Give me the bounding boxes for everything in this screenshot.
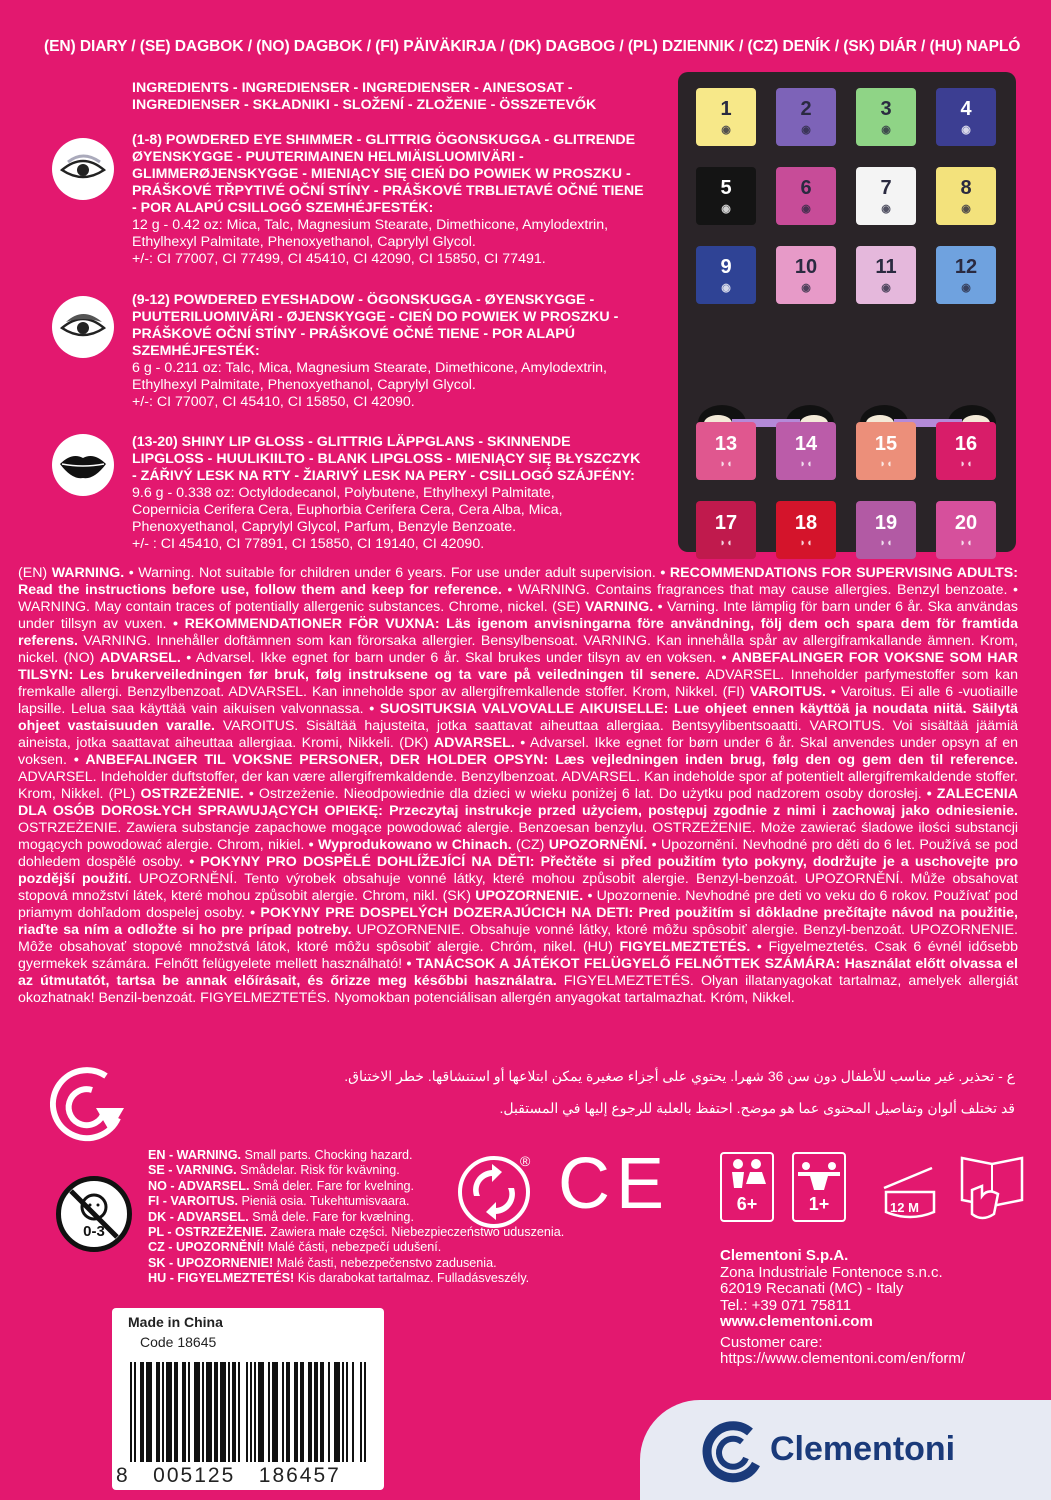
ce-mark: CE [558, 1144, 671, 1224]
eyeshadow-icon [52, 296, 114, 358]
small-parts-line: PL - OSTRZEŻENIE. Zawiera małe części. Niebezpieczeństwo uduszenia. [148, 1225, 565, 1240]
brand-logo-icon [700, 1416, 770, 1486]
eye-mark-icon: ◉ [721, 282, 731, 294]
swatch-6: 6 ◉ [776, 167, 836, 225]
small-parts-line: CZ - UPOZORNĚNÍ! Malé části, nebezpečí udušení. [148, 1240, 442, 1255]
small-parts-line: SE - VARNING. Smådelar. Risk för kvävning. [148, 1163, 400, 1178]
eye-mark-icon: ◉ [721, 203, 731, 215]
swatch-20: 20 ◗◖ [936, 501, 996, 559]
eye-mark-icon: ◉ [801, 282, 811, 294]
section-lip-gloss: (13-20) SHINY LIP GLOSS - GLITTRIG LÄPPGLANS - SKINNENDE LIPGLOSS - HUULIKIILTO - BLANK LIPGLOSS - MIENIĄCY SIĘ BŁYSZCZYK - ZÁŘIVÝ LESK NA RTY - ŽIARIVÝ LESK NA PERY - CSILLOGÓ SZÁJFÉNY: 9.6 g - 0.338 oz: Octyldodecanol, Polybutene, Ethylhexyl Palmitate, Copernicia Cerifera Cera, Euphorbia Cerifera Cera, Cera Alba, Mica, Phenoxyethanol, Caprylyl Glycol, Parfum, Benzyle Benzoate. +/- : CI 45410, CI 77891, CI 15850, CI 19140, CI 42090. [132, 434, 641, 552]
eye-mark-icon: ◉ [961, 282, 971, 294]
swatch-10: 10 ◉ [776, 246, 836, 304]
made-in-label: Made in China [128, 1314, 223, 1330]
header-languages: (EN) DIARY / (SE) DAGBOK / (NO) DAGBOK / (FI) PÄIVÄKIRJA / (DK) DAGBOG / (PL) DZIENNIK / (CZ) DENÍK / (SK) DIÁR / (HU) NAPLÓ [44, 38, 1021, 55]
small-parts-line: EN - WARNING. Small parts. Chocking hazard. [148, 1148, 413, 1162]
barcode [126, 1362, 378, 1462]
age-warning-badge [56, 1176, 132, 1252]
eye-shimmer-icon [52, 138, 114, 200]
small-parts-line: FI - VAROITUS. Pieniä osia. Tukehtumisvaara. [148, 1194, 410, 1209]
period-after-opening-icon: 12 M [880, 1162, 940, 1231]
small-parts-line: NO - ADVARSEL. Små deler. Fare for kvelning. [148, 1178, 414, 1193]
barcode-panel [112, 1308, 384, 1490]
swatch-14: 14 ◗◖ [776, 422, 836, 480]
section-eye-shimmer: (1-8) POWDERED EYE SHIMMER - GLITTRIG ÖGONSKUGGA - GLITRENDE ØYENSKYGGE - PUUTERIMAINEN HELMIÄISLUOMIVÄRI - GLIMMERØJENSKYGGE - MIENIĄCY SIĘ CIEŃ DO POWIEK W PROSZKU - PRÁŠKOVÉ TŘPYTIVÉ OČNÍ STÍNY - PRÁŠKOVÉ TRBLIETAVÉ OČNÉ TIENE - POR ALAPÚ CSILLOGÓ SZEMHÉJFESTÉK: 12 g - 0.42 oz: Mica, Talc, Magnesium Stearate, Dimethicone, Amylodextrin, Ethylhexyl Palmitate, Phenoxyethanol, Caprylyl Glycol. +/-: CI 77007, CI 77499, CI 45410, CI 42090, CI 15850, CI 77491. [132, 132, 644, 267]
brand-name: Clementoni [770, 1430, 956, 1468]
svg-text:®: ® [520, 1153, 531, 1169]
lips-mark-icon: ◗◖ [879, 536, 893, 549]
eye-mark-icon: ◉ [881, 203, 891, 215]
lips-mark-icon: ◗◖ [719, 536, 733, 549]
arabic-notice: قد تختلف ألوان وتفاصيل المحتوى عما هو موضح. احتفظ بالعلبة للرجوع إليها في المستقبل. [499, 1100, 1015, 1116]
ingredients-line: INGREDIENTS - INGREDIENSER - INGREDIENSER - AINESOSAT - [132, 80, 573, 96]
section-eyeshadow: (9-12) POWDERED EYESHADOW - ÖGONSKUGGA - ØYENSKYGGE - PUUTERILUOMIVÄRI - ØJENSKYGGE - CIEŃ DO POWIEK W PROSZKU - PRÁŠKOVÉ OČNÍ STÍNY - PRÁŠKOVÉ OČNÉ TIENE - POR ALAPÚ SZEMHÉJFESTÉK: 6 g - 0.211 oz: Talc, Mica, Magnesium Stearate, Dimethicone, Amylodextrin, Ethylhexyl Palmitate, Phenoxyethanol, Caprylyl Glycol. +/-: CI 77007, CI 45410, CI 15850, CI 42090. [132, 292, 619, 410]
swatch-5: 5 ◉ [696, 167, 756, 225]
swatch-11: 11 ◉ [856, 246, 916, 304]
swatch-4: 4 ◉ [936, 88, 996, 146]
eye-mark-icon: ◉ [961, 124, 971, 136]
lips-mark-icon: ◗◖ [799, 536, 813, 549]
eye-mark-icon: ◉ [961, 203, 971, 215]
swatch-7: 7 ◉ [856, 167, 916, 225]
swatch-1: 1 ◉ [696, 88, 756, 146]
swatch-15: 15 ◗◖ [856, 422, 916, 480]
swatch-3: 3 ◉ [856, 88, 916, 146]
eye-mark-icon: ◉ [881, 282, 891, 294]
brand-logo-panel [640, 1400, 1051, 1500]
age-warning-label: 0-3 [83, 1223, 105, 1240]
lips-mark-icon: ◗◖ [719, 457, 733, 470]
lips-icon [52, 434, 114, 496]
swatch-8: 8 ◉ [936, 167, 996, 225]
lips-mark-icon: ◗◖ [959, 457, 973, 470]
swatch-19: 19 ◗◖ [856, 501, 916, 559]
ingredients-heading [132, 80, 596, 114]
eye-mark-icon: ◉ [801, 124, 811, 136]
small-parts-line: DK - ADVARSEL. Små dele. Fare for kvælning. [148, 1209, 414, 1224]
swatch-13: 13 ◗◖ [696, 422, 756, 480]
lips-mark-icon: ◗◖ [799, 457, 813, 470]
ingredients-line: INGREDIENSER - SKŁADNIKI - SLOŽENÍ - ZLOŽENIE - ÖSSZETEVŐK [132, 97, 597, 113]
lips-mark-icon: ◗◖ [959, 536, 973, 549]
swatch-18: 18 ◗◖ [776, 501, 836, 559]
read-instructions-icon [958, 1150, 1028, 1229]
swatch-9: 9 ◉ [696, 246, 756, 304]
warnings-paragraph: (EN) WARNING. • Warning. Not suitable for children under 6 years. For use under adult supervision. • RECOMMENDATIONS FOR SUPERVISING ADULTS: Read the instructions before use, follow them and keep for reference. • WARNING. Contains fragrances that may cause allergies. Benzyl benzoate. • WARNING. May contain traces of potentially allergenic substances. Chrome, nickel. (SE) VARNING. • Varning. Inte lämplig för barn under 6 år. Ska användas under tillsyn av vuxen. • REKOMMENDATIONER FÖR VUXNA: Läs igenom anvisningarna före användning, följ dem och spara dem för framtida referens. VARNING. Innehåller doftämnen som kan förorsaka allergier. Bensylbensoat. VARNING. Kan innehålla spår av allergiframkallande ämnen. Krom, nickel. (NO) ADVARSEL. • Advarsel. Ikke egnet for barn under 6 år. Skal brukes under tilsyn av en voksen. • ANBEFALINGER FOR VOKSNE SOM HAR TILSYN: Les brukerveiledningen før bruk, følg instruksene og ta vare på veiledningen til senere. ADVARSEL. Inneholder parfymestoffer som kan fremkalle allergi. Benzylbenzoat. ADVARSEL. Kan inneholde spor av allergifremkallende stoffer. Krom, Nikkel. (FI) VAROITUS. • Varoitus. Ei alle 6 -vuotiaille lapsille. Lelua saa käyttää vain aikuisen valvonnassa. • SUOSITUKSIA VALVOVALLE AIKUISELLE: Lue ohjeet ennen käyttöä ja noudata niitä. Säilytä ohjeet vastaisuuden varalle. VAROITUS. Sisältää hajusteita, jotka saattavat aiheuttaa allergiaa. Bentsyylibentsoaatti. VAROITUS. Voi sisältää jäämiä aineista, jotka saattavat aiheuttaa allergiaa. Kromi, Nikkeli. (DK) ADVARSEL. • Advarsel. Ikke egnet for børn under 6 år. Skal anvendes under opsyn af en voksen. • ANBEFALINGER TIL VOKSNE PERSONER, DER HOLDER OPSYN: Læs vejledningen inden brug, følg den og gem den til reference. ADVARSEL. Indeholder duftstoffer, der kan være allergifremkaldende. Benzylbenzoat. ADVARSEL. Kan indeholde spor af potentielt allergifremkaldende stoffer. Krom, Nikkel. (PL) OSTRZEŻENIE. • Ostrzeżenie. Nieodpowiednie dla dzieci w wieku poniżej 6 lat. Do użytku pod nadzorem osoby dorosłej. • ZALECENIA DLA OSÓB DOROSŁYCH SPRAWUJĄCYCH OPIEKĘ: Przeczytaj instrukcje przed użyciem, postępuj zgodnie z nimi i zachowaj jako odniesienie. OSTRZEŻENIE. Zawiera substancje zapachowe mogące powodować alergie. Benzoesan benzylu. OSTRZEŻENIE. Może zawierać śladowe ilości substancji mogących powodować alergie. Chrom, nikiel. • Wyprodukowano w Chinach. (CZ) UPOZORNĚNÍ. • Upozornění. Nevhodné pro děti do 6 let. Používá se pod dohledem dospělé osoby. • POKYNY PRO DOSPĚLÉ DOHLÍŽEJÍCÍ NA DĚTI: Přečtěte si před použitím tyto pokyny, dodržujte je a uschovejte pro pozdější použití. UPOZORNĚNÍ. Tento výrobek obsahuje vonné látky, které mohou způsobit alergie. Benzyl-benzoát. UPOZORNĚNÍ. Může obsahovat stopová množství látek, které mohou způsobit alergie. Chrom, nikl. (SK) UPOZORNENIE. • Upozornenie. Nevhodné pre deti vo veku do 6 rokov. Používať pod priamym dohľadom dospelej osoby. • POKYNY PRE DOSPELÝCH DOZERAJÚCICH NA DETI: Pred použitím si dôkladne prečítajte návod na použitie, riaďte sa ním a odložte si ho pre prípad potreby. UPOZORNENIE. Obsahuje vonné látky, ktoré môžu spôsobiť alergie. Benzyl-benzoát. UPOZORNENIE. Môže obsahovať stopové množstvá látok, ktoré môžu spôsobiť alergie. Chróm, nikel. (HU) FIGYELMEZTETÉS. • Figyelmeztetés. Csak 6 évnél idősebb gyermekek számára. Felnőtt felügyelete mellett használható! • TANÁCSOK A JÁTÉKOT FELÜGYELŐ FELNŐTTEK SZÁMÁRA: Használat előtt olvassa el az útmutatót, tartsa be annak előírásait, és őrizze meg későbbi használatra. FIGYELMEZTETÉS. Olyan illatanyagokat tartalmaz, amelyek allergiát okozhatnak! Benzil-benzoát. FIGYELMEZTETÉS. Nyomokban potenciálisan allergén anyagokat tartalmazhat. Króm, Nikkel. [18, 565, 1019, 1006]
age-1-plus-icon: 1+ [792, 1152, 846, 1222]
product-code: Code 18645 [140, 1334, 217, 1350]
small-parts-line: SK - UPOZORNENIE! Malé časti, nebezpečenstvo zadusenia. [148, 1255, 497, 1270]
swatch-12: 12 ◉ [936, 246, 996, 304]
age-6-plus-icon: 6+ [720, 1152, 774, 1222]
triman-icon [46, 1062, 132, 1153]
company-address: Clementoni S.p.A. Zona Industriale Fontenoce s.n.c. 62019 Recanati (MC) - Italy Tel.: +39 071 75811 www.clementoni.com Customer care: https://www.clementoni.com/en/form/ [720, 1247, 966, 1367]
barcode-digits: 8 005125 186457 [116, 1464, 341, 1487]
arabic-warning: ع - تحذير. غير مناسب للأطفال دون سن 36 شهرا. يحتوي على أجزاء صغيرة يمكن ابتلاعها أو استنشاقها. خطر الاختناق. [344, 1068, 1015, 1084]
swatch-2: 2 ◉ [776, 88, 836, 146]
makeup-palette [678, 72, 1016, 552]
lips-mark-icon: ◗◖ [879, 457, 893, 470]
swatch-17: 17 ◗◖ [696, 501, 756, 559]
eye-mark-icon: ◉ [801, 203, 811, 215]
eye-mark-icon: ◉ [721, 124, 731, 136]
green-dot-icon [458, 1152, 536, 1235]
small-parts-line: HU - FIGYELMEZTETÉS! Kis darabokat tartalmaz. Fulladásveszély. [148, 1271, 530, 1286]
eye-mark-icon: ◉ [881, 124, 891, 136]
swatch-16: 16 ◗◖ [936, 422, 996, 480]
